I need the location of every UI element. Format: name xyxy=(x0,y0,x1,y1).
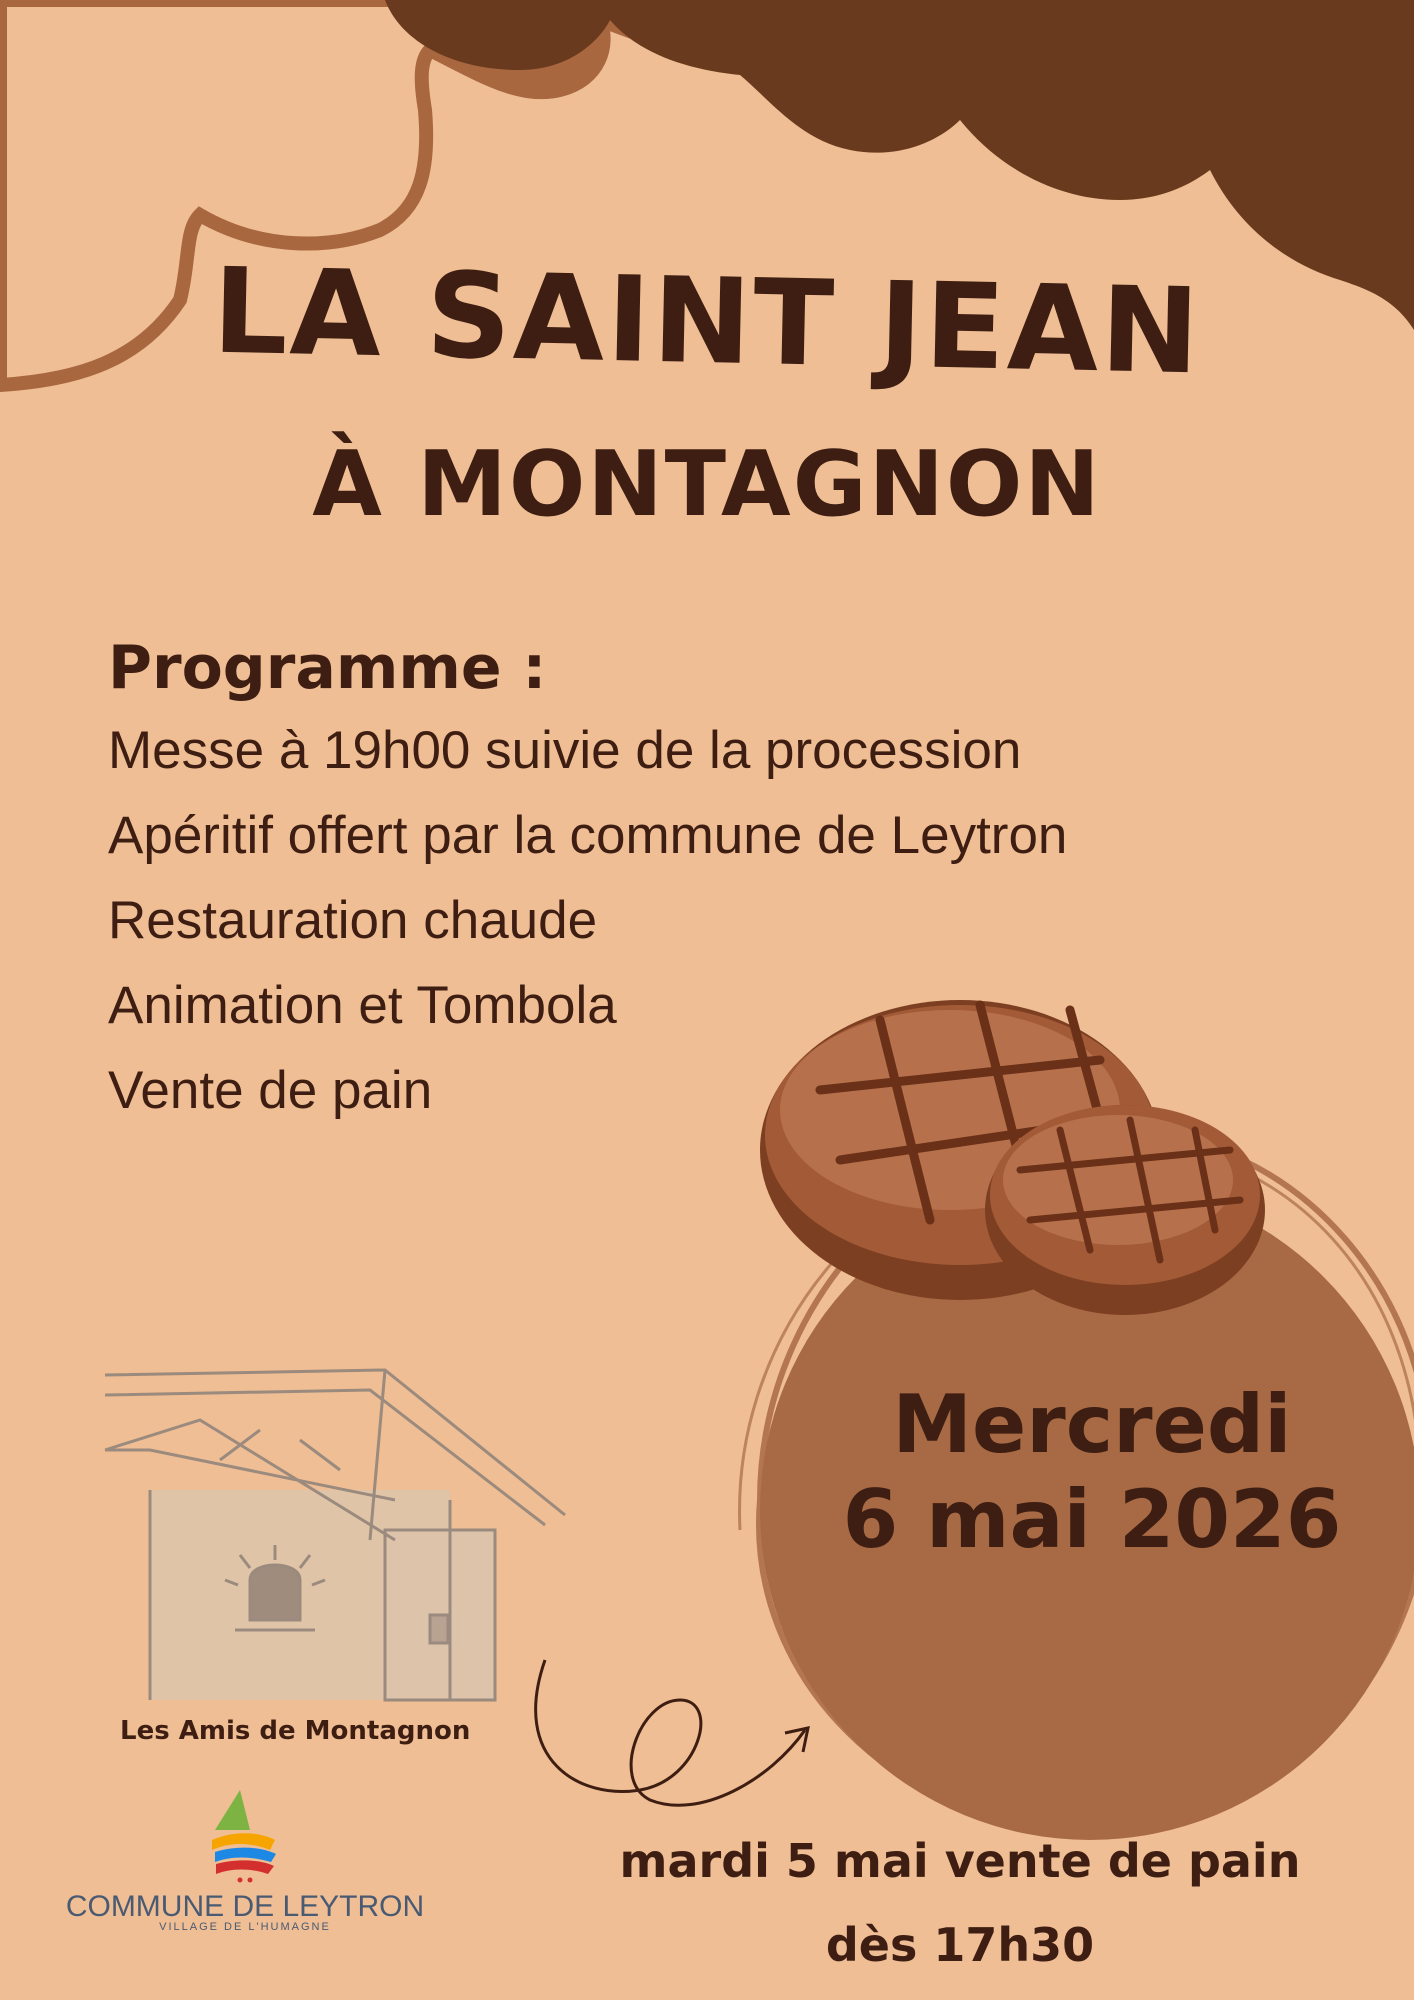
program-heading: Programme : xyxy=(108,633,547,703)
program-item: Messe à 19h00 suivie de la procession xyxy=(108,721,1022,780)
bread-sale-line-1: mardi 5 mai vente de pain xyxy=(619,1834,1301,1888)
commune-name: COMMUNE DE LEYTRON xyxy=(65,1890,425,1923)
title-line-1: LA SAINT JEAN xyxy=(211,241,1203,401)
commune-logo-icon xyxy=(212,1790,276,1883)
bakehouse-illustration xyxy=(105,1370,565,1700)
curly-arrow-icon xyxy=(536,1660,805,1805)
title-line-2: À MONTAGNON xyxy=(312,432,1102,537)
event-date: 6 mai 2026 xyxy=(842,1473,1342,1566)
event-day: Mercredi xyxy=(892,1378,1292,1471)
organizer-label: Les Amis de Montagnon xyxy=(120,1716,471,1746)
program-item: Animation et Tombola xyxy=(108,976,617,1035)
program-item: Apéritif offert par la commune de Leytron xyxy=(108,806,1068,865)
program-item: Vente de pain xyxy=(108,1061,433,1120)
program-item: Restauration chaude xyxy=(108,891,598,950)
program-list xyxy=(108,716,1067,1141)
commune-tagline: VILLAGE DE L'HUMAGNE xyxy=(159,1921,331,1933)
bread-sale-line-2: dès 17h30 xyxy=(825,1918,1095,1972)
